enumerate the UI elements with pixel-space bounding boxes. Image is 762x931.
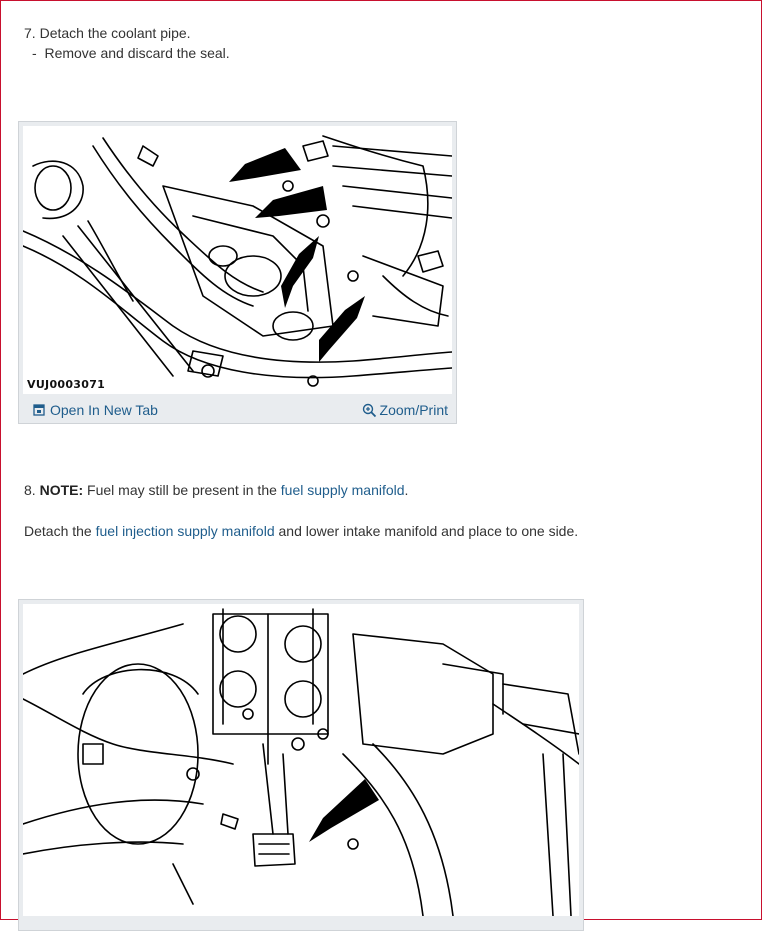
step-7-instruction: Detach the coolant pipe. — [39, 25, 191, 41]
fuel-supply-manifold-link[interactable]: fuel supply manifold — [280, 482, 405, 498]
step-7-number: 7. — [24, 25, 36, 41]
detach-text-before: Detach the — [24, 523, 96, 539]
open-in-new-tab-label: Open In New Tab — [50, 402, 158, 418]
step-8-number: 8. — [24, 482, 36, 498]
figure-fuel-manifold — [18, 599, 584, 931]
engine-diagram-fuel-manifold — [23, 604, 579, 916]
figure-fuel-manifold-image — [23, 604, 579, 916]
note-text-after: . — [404, 482, 409, 498]
figure-coolant-pipe — [18, 121, 457, 424]
open-new-tab-icon — [33, 404, 45, 416]
zoom-print-button[interactable] — [362, 402, 448, 418]
step-8-instruction — [24, 522, 578, 540]
fuel-injection-supply-manifold-link[interactable]: fuel injection supply manifold — [95, 523, 275, 539]
step-7-sub-bullet — [32, 44, 230, 62]
figure-coolant-pipe-image — [23, 126, 452, 394]
step-8-note — [24, 481, 408, 499]
figure-code: VUJ0003071 — [27, 378, 106, 391]
note-text-before: Fuel may still be present in the — [83, 482, 281, 498]
note-label: NOTE: — [39, 482, 84, 498]
detach-text-after: and lower intake manifold and place to one side. — [274, 523, 579, 539]
engine-diagram-coolant — [23, 126, 452, 394]
open-in-new-tab-button[interactable] — [33, 402, 158, 418]
bullet-dash: - — [32, 45, 37, 61]
magnifier-plus-icon — [362, 403, 377, 418]
step-7-text — [24, 24, 191, 42]
zoom-print-label: Zoom/Print — [379, 402, 448, 418]
figure-action-bar — [23, 399, 452, 421]
step-7-sub-instruction: Remove and discard the seal. — [44, 45, 230, 61]
